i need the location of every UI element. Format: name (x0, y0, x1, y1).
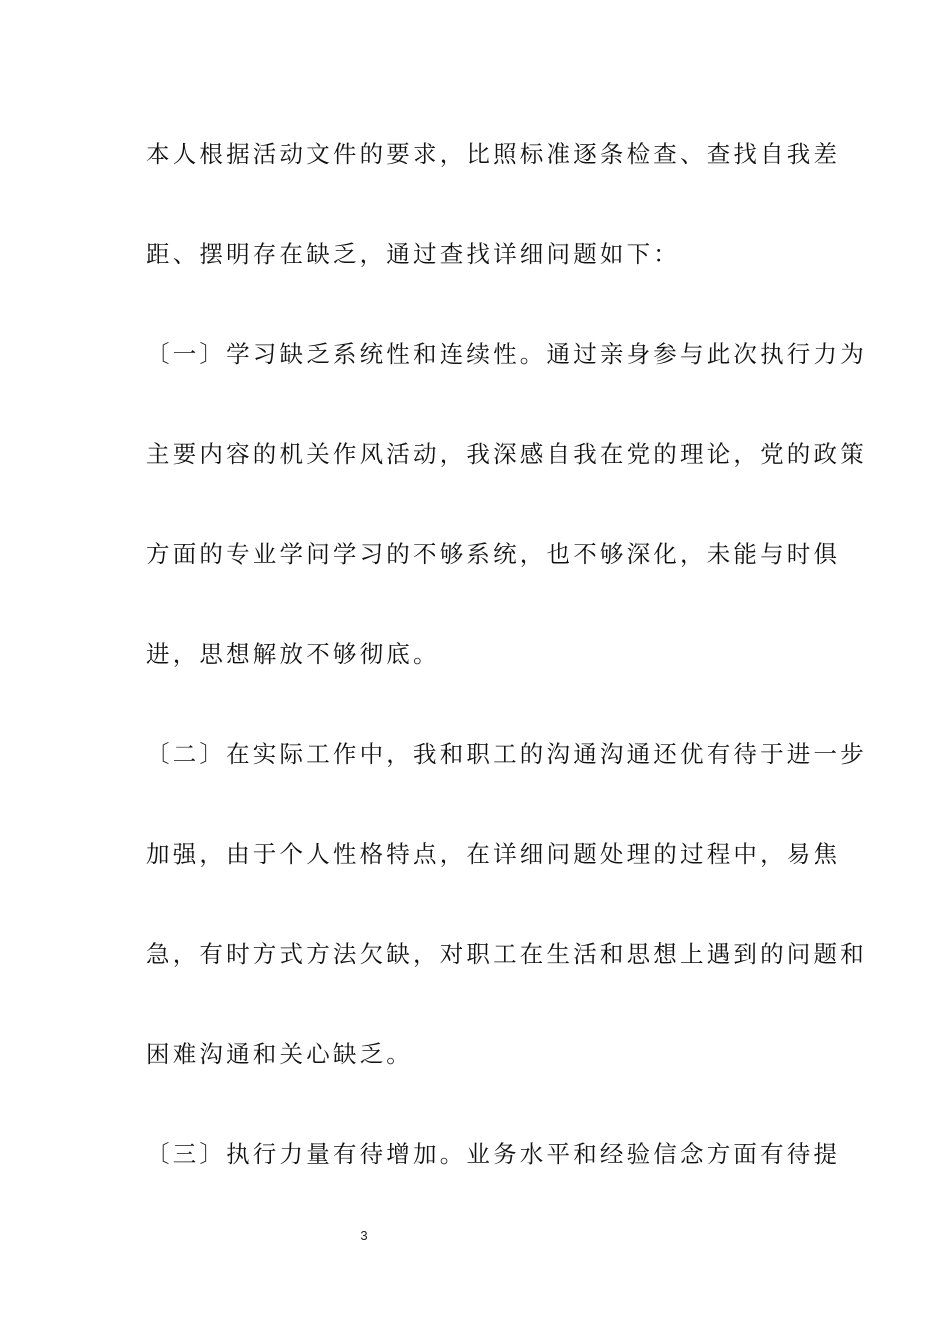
text-line-6: 进，思想解放不够彻底。 (146, 640, 440, 668)
text-line-1: 本人根据活动文件的要求，比照标准逐条检查、查找自我差 (146, 140, 841, 168)
text-line-2: 距、摆明存在缺乏，通过查找详细问题如下： (146, 240, 680, 268)
section-2-heading-line: 〔二〕在实际工作中，我和职工的沟通沟通还优有待于进一步 (146, 740, 867, 768)
text-line-10: 困难沟通和关心缺乏。 (146, 1040, 413, 1068)
page-number: 3 (360, 1228, 368, 1243)
section-1-heading-line: 〔一〕学习缺乏系统性和连续性。通过亲身参与此次执行力为 (146, 340, 867, 368)
section-3-heading-line: 〔三〕执行力量有待增加。业务水平和经验信念方面有待提 (146, 1140, 841, 1168)
text-line-9: 急，有时方式方法欠缺，对职工在生活和思想上遇到的问题和 (146, 940, 867, 968)
text-line-4: 主要内容的机关作风活动，我深感自我在党的理论，党的政策 (146, 440, 867, 468)
text-line-8: 加强，由于个人性格特点，在详细问题处理的过程中，易焦 (146, 840, 841, 868)
body-text (146, 134, 867, 1234)
text-line-5: 方面的专业学问学习的不够系统，也不够深化，未能与时俱 (146, 540, 841, 568)
